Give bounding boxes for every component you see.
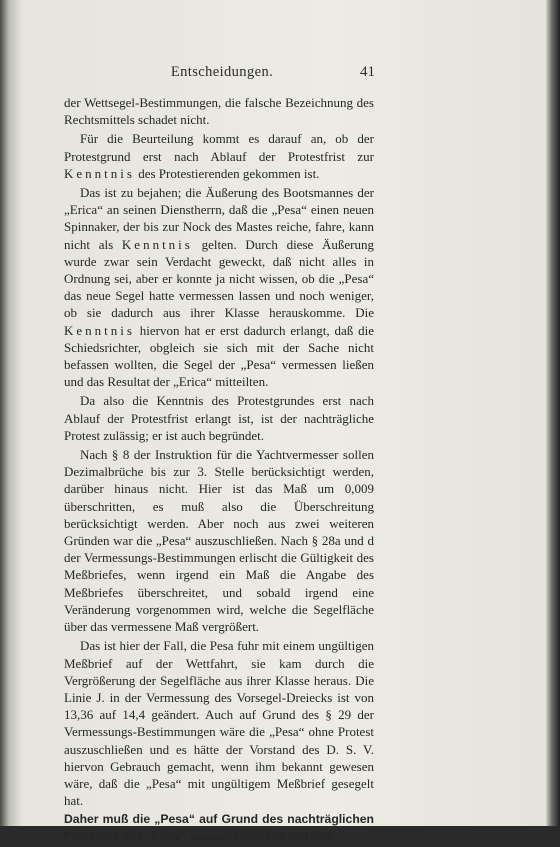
text-run: Nach § 8 der Instruktion für die Yachtvermesser sollen Dezimalbrüche bis zur 3. Stelle berücksichtigt werden, darüber hinaus nicht. Hier ist das Maß um 0,009 überschritten, es muß also die Überschreitung berücksichtigt werden. Aber noch aus zwei weiteren Gründen war die „Pesa“ auszuschließen. Nach § 28a und d der Vermessungs-Bestimmungen erlischt die Gültigkeit des Meßbriefes, wenn irgend ein Maß die Angabe des Meßbriefes überschreitet, und sobald irgend eine Veränderung vorgenommen wird, welche die Segelfläche über das vermessene Maß vergrößert.	[64, 447, 374, 635]
page-edge-shadow	[546, 0, 560, 826]
text-run: gelten. Durch diese Äußerung wurde zwar sein Verdacht geweckt, daß nicht alles in Ordnung sei, aber er konnte ja nicht wissen, ob die „Pesa“ das neue Segel hatte vermessen lassen und noch weniger, ob sie dadurch aus ihrer Klasse herauskomme. Die	[64, 236, 374, 321]
emphasized-term: Kenntnis	[121, 236, 193, 252]
paragraph-continuation	[64, 94, 374, 128]
text-run: der Wettsegel-Bestimmungen, die falsche Bezeichnung des Rechtsmittels schadet nicht.	[64, 95, 374, 128]
text-run: Daher muß die „Pesa“ auf Grund des nachträglichen Protestes der „Erica“ ausgeschlossen werden.	[64, 812, 374, 844]
emphasized-term: Kenntnis	[64, 322, 135, 338]
paragraph-verdict	[64, 811, 374, 845]
text-run: Das ist hier der Fall, die Pesa fuhr mit einem ungültigen Meßbrief auf der Wettfahrt, sie kam durch die Vergrößerung der Segelfläche aus ihrer Klasse heraus. Die Linie J. in der Vermessung des Vorsegel-Dreiecks ist von 13,36 auf 14,4 geändert. Auch auf Grund des § 29 der Vermessungs-Bestimmungen wäre die „Pesa“ ohne Protest auszuschließen und es hätte der Vorstand des D. S. V. hiervon Gebrauch gemacht, wenn ihm bekannt gewesen wäre, daß die „Pesa“ mit ungültigem Meßbrief gesegelt hat.	[64, 638, 374, 809]
paragraph-instruction	[64, 446, 374, 635]
emphasized-term: Kenntnis	[64, 165, 135, 181]
running-head: Entscheidungen.	[170, 64, 274, 80]
paragraph-invalid-certificate	[64, 637, 374, 809]
text-run: Für die Beurteilung kommt es darauf an, ob der Protestgrund erst nach Ablauf der Protestfrist zur	[64, 131, 374, 164]
text-run: Das ist zu bejahen; die Äußerung des Bootsmannes der „Erica“ an seinen Dienstherrn, daß die „Pesa“ einen neuen Spinnaker, der bis zur Nock des Mastes reiche, fahre, kann nicht als	[64, 185, 374, 252]
page-number: 41	[360, 64, 375, 80]
paragraph-admissibility	[64, 392, 374, 444]
text-run: Da also die Kenntnis des Protestgrundes erst nach Ablauf der Protestfrist erlangt ist, ist der nachträgliche Protest zulässig; er ist auch begründet.	[64, 393, 374, 443]
text-run: des Protestierenden gekommen ist.	[134, 165, 320, 181]
paragraph-affirmation	[64, 184, 374, 390]
page-body	[64, 94, 374, 847]
paragraph-question	[64, 130, 374, 182]
text-run: hiervon hat er erst dadurch erlangt, daß die Schiedsrichter, obgleich sie sich mit der Sache nicht befassen wollten, die Segel der „Pesa“ vermessen ließen und das Resultat der „Erica“ mitteilten.	[64, 322, 374, 390]
page-header	[74, 64, 375, 84]
